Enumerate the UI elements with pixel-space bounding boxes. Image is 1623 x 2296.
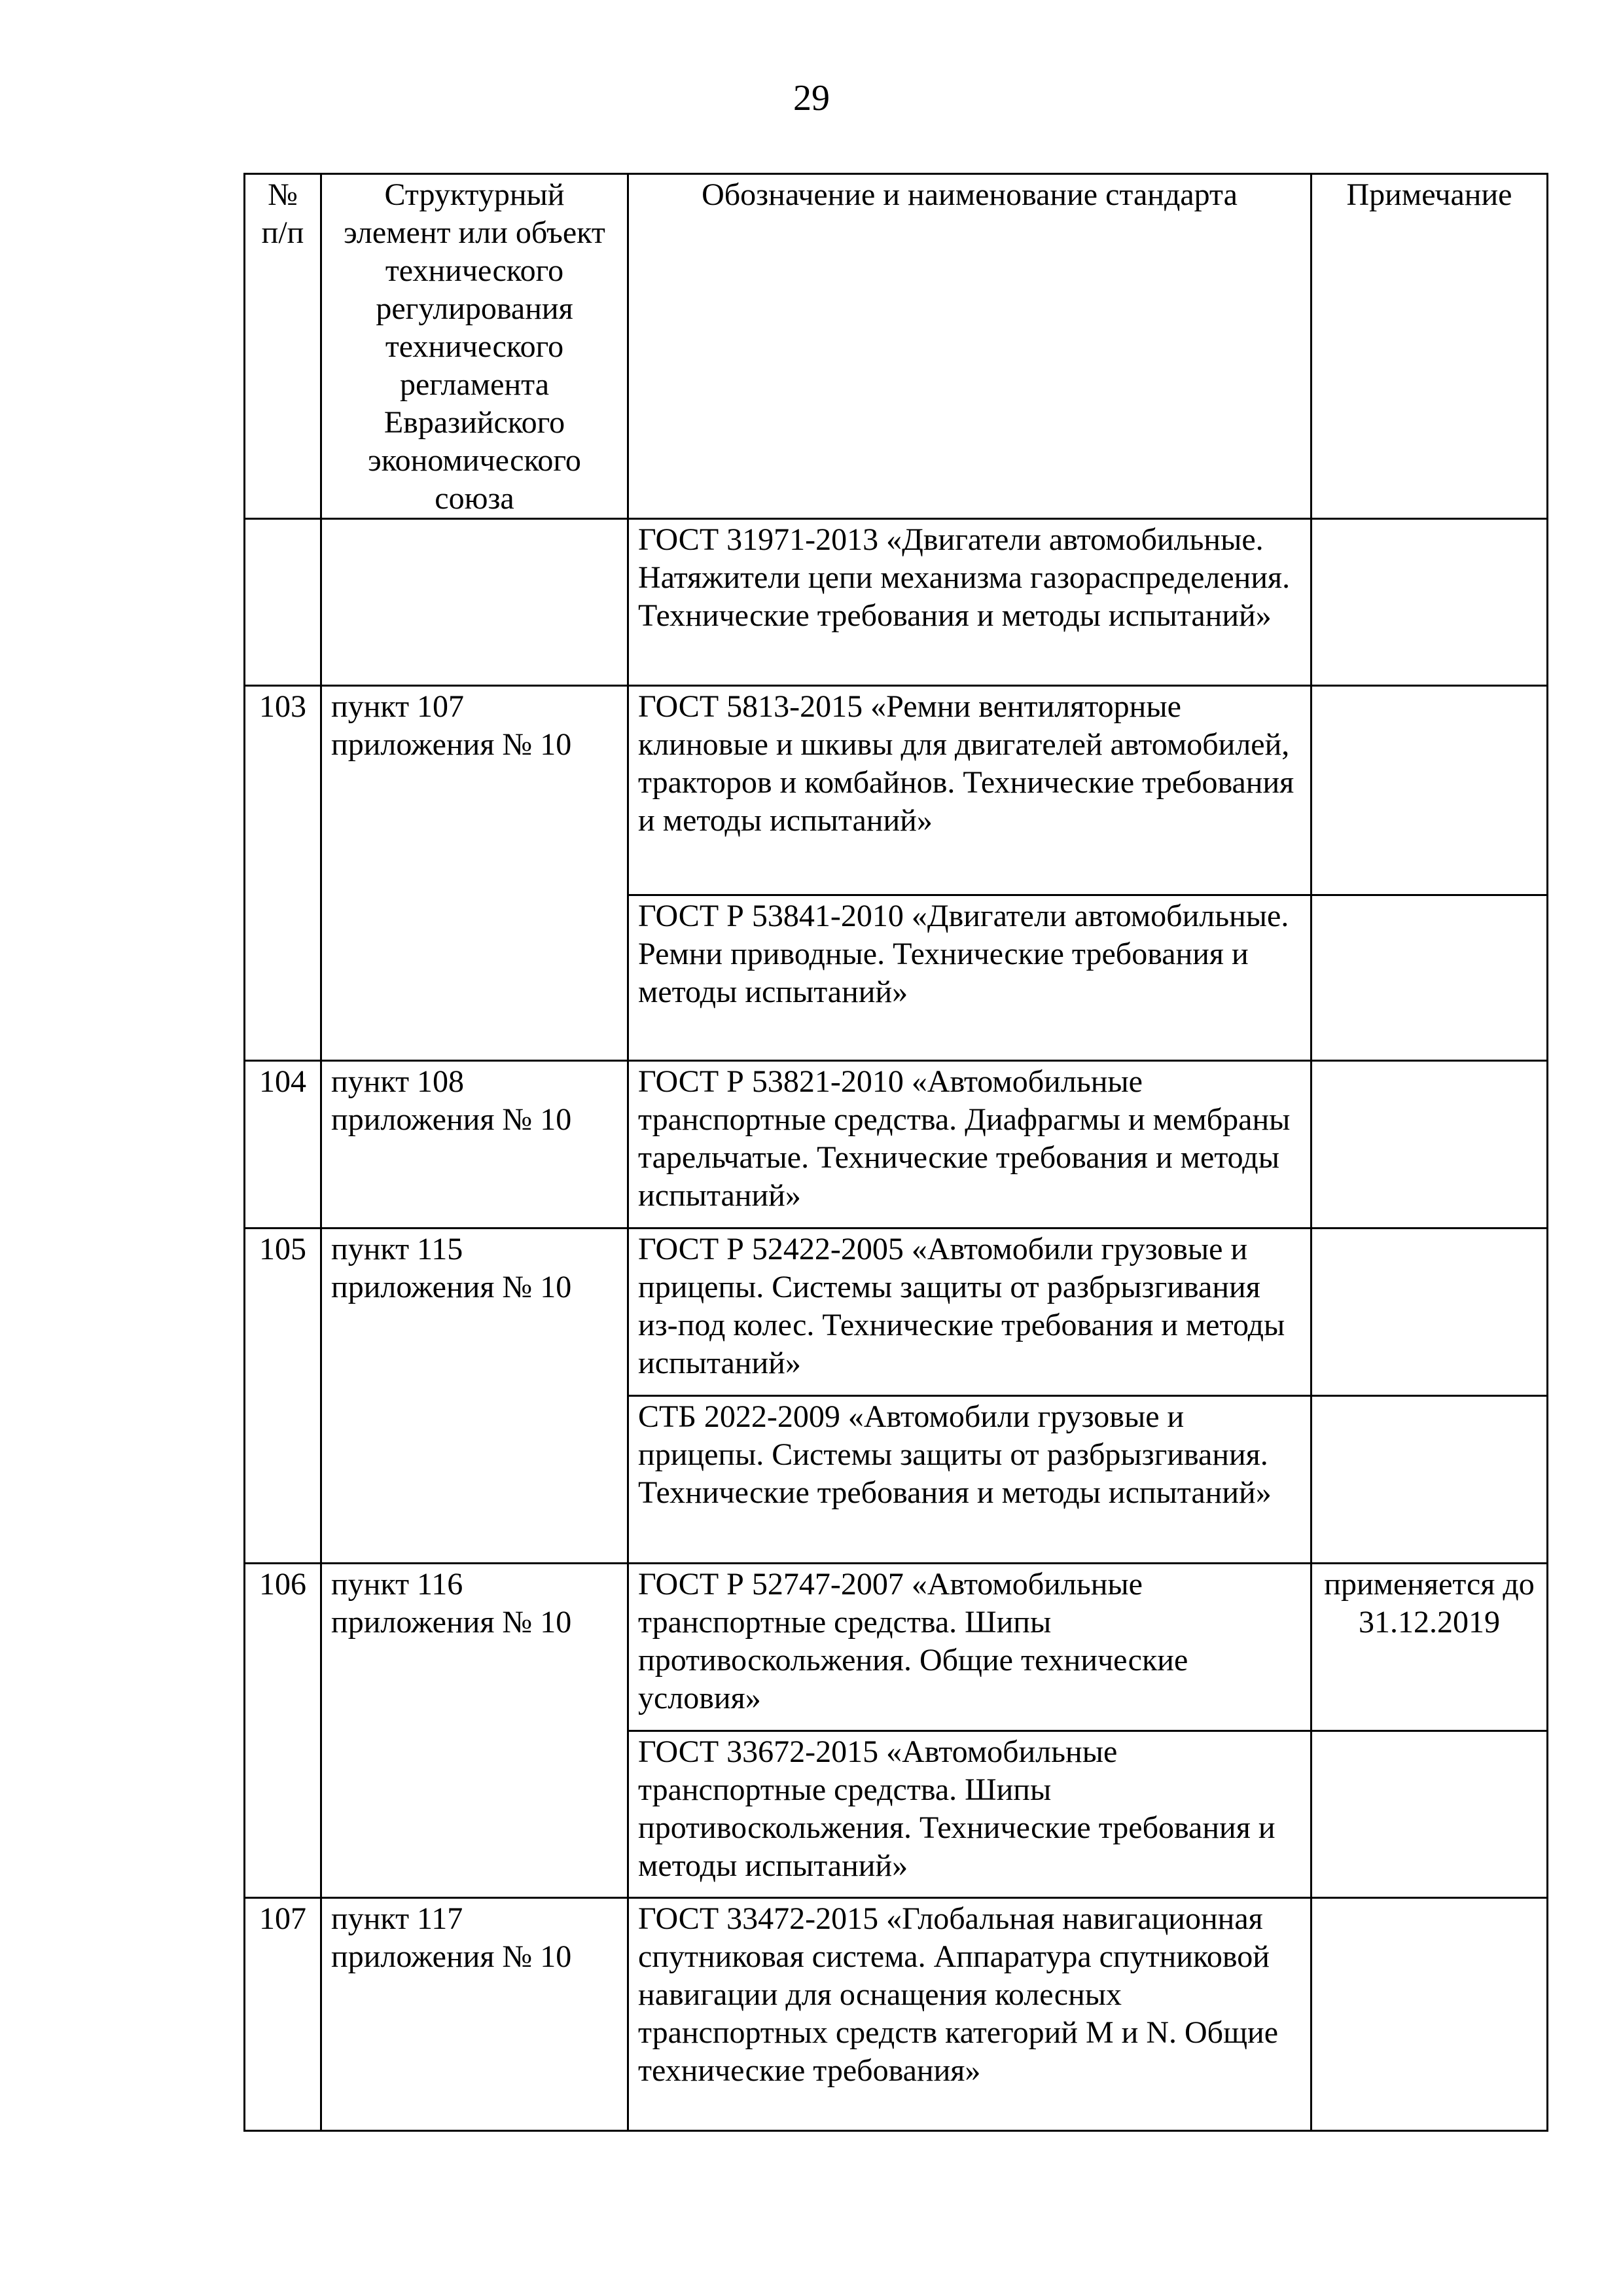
row-standard: ГОСТ 5813-2015 «Ремни вентиляторные клиновые и шкивы для двигателей автомобилей, тракторов и комбайнов. Технические требования и методы испытаний» <box>628 686 1311 895</box>
row-note <box>1311 895 1548 1061</box>
row-element: пункт 115 приложения № 10 <box>321 1229 628 1564</box>
row-standard: ГОСТ 31971-2013 «Двигатели автомобильные. Натяжители цепи механизма газораспределения. Технические требования и методы испытаний» <box>628 519 1311 686</box>
row-num: 106 <box>245 1564 321 1898</box>
table-row <box>245 1898 1548 2131</box>
table-row <box>245 519 1548 686</box>
row-note <box>1311 1396 1548 1564</box>
header-note: Примечание <box>1311 174 1548 519</box>
row-note <box>1311 686 1548 895</box>
row-element: пункт 108 приложения № 10 <box>321 1061 628 1229</box>
row-note <box>1311 1731 1548 1898</box>
row-num: 104 <box>245 1061 321 1229</box>
row-note <box>1311 519 1548 686</box>
row-element <box>321 519 628 686</box>
standards-table <box>243 173 1548 2132</box>
table-row <box>245 1564 1548 1731</box>
row-note <box>1311 1898 1548 2131</box>
row-standard: ГОСТ Р 52422-2005 «Автомобили грузовые и прицепы. Системы защиты от разбрызгивания из-под колес. Технические требования и методы испытаний» <box>628 1229 1311 1396</box>
row-element: пункт 116 приложения № 10 <box>321 1564 628 1898</box>
row-standard: ГОСТ Р 52747-2007 «Автомобильные транспортные средства. Шипы противоскольжения. Общие технические условия» <box>628 1564 1311 1731</box>
row-note <box>1311 1061 1548 1229</box>
row-standard: ГОСТ Р 53841-2010 «Двигатели автомобильные. Ремни приводные. Технические требования и методы испытаний» <box>628 895 1311 1061</box>
header-standard: Обозначение и наименование стандарта <box>628 174 1311 519</box>
row-standard: ГОСТ Р 53821-2010 «Автомобильные транспортные средства. Диафрагмы и мембраны тарельчатые. Технические требования и методы испытаний» <box>628 1061 1311 1229</box>
row-note: применяется до 31.12.2019 <box>1311 1564 1548 1731</box>
table-row <box>245 1229 1548 1396</box>
page-number: 29 <box>793 78 830 118</box>
header-num: № п/п <box>245 174 321 519</box>
row-num: 103 <box>245 686 321 1061</box>
row-element: пункт 107 приложения № 10 <box>321 686 628 1061</box>
row-element: пункт 117 приложения № 10 <box>321 1898 628 2131</box>
row-num <box>245 519 321 686</box>
header-element: Структурный элемент или объект технического регулирования технического регламента Евразийского экономического союза <box>321 174 628 519</box>
table-header-row <box>245 174 1548 519</box>
row-standard: ГОСТ 33472-2015 «Глобальная навигационная спутниковая система. Аппаратура спутниковой навигации для оснащения колесных транспортных средств категорий M и N. Общие технические требования» <box>628 1898 1311 2131</box>
row-num: 107 <box>245 1898 321 2131</box>
row-standard: ГОСТ 33672-2015 «Автомобильные транспортные средства. Шипы противоскольжения. Технические требования и методы испытаний» <box>628 1731 1311 1898</box>
table-row <box>245 1061 1548 1229</box>
row-num: 105 <box>245 1229 321 1564</box>
table-row <box>245 686 1548 895</box>
row-standard: СТБ 2022-2009 «Автомобили грузовые и прицепы. Системы защиты от разбрызгивания. Технические требования и методы испытаний» <box>628 1396 1311 1564</box>
row-note <box>1311 1229 1548 1396</box>
